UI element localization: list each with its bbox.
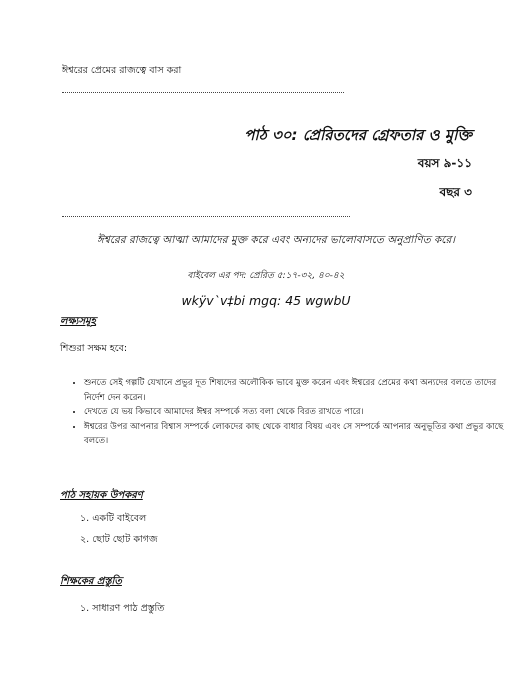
lesson-age: বয়স ৯-১১ [417,156,472,170]
bible-passage: বাইবেল এর পদ: প্রেরিত ৫:১৭-৩২, ৪০-৪২ [187,271,345,281]
objectives-heading: লক্ষ্যসমূহ [60,316,96,327]
list-item: • ঈশ্বরের উপর আপনার বিশ্বাস সম্পর্কে লোকদের কাছ থেকে বাধার বিষয় এবং সে সম্পর্কে আপনার অনুভূতির কথা প্রভুর কাছে বলতে। [84,420,504,449]
preparation-heading: শিক্ষকের প্রস্তুতি [60,576,122,587]
list-item: • শুনতে সেই গল্পটি যেখানে প্রভুর দূত শিষ্যদের অলৌকিক ভাবে মুক্ত করেন এবং ঈশ্বরের প্রেমের কথা অন্যদের বলতে তাদের নির্দেশ দেন করেন। [84,376,504,405]
lesson-year: বছর ৩ [439,185,472,199]
divider-middle [62,216,350,217]
materials-heading: পাঠ সহায়ক উপকরণ [60,490,143,501]
objectives-list [60,376,504,449]
list-item: • দেখতে যে ভয় কিভাবে আমাদের ঈশ্বর সম্পর্কে সত্য বলা থেকে বিরত রাখতে পারে। [84,405,504,420]
objectives-lead: শিশুরা সক্ষম হবে: [60,343,128,354]
list-item: ১. সাধারণ পাঠ প্রস্তুতি [80,603,165,614]
lesson-theme: ঈশ্বরের রাজত্বে আত্মা আমাদের মুক্ত করে এবং অন্যদের ভালোবাসতে অনুপ্রাণিত করে। [96,234,456,246]
list-item: ১. একটি বাইবেল [80,513,147,524]
divider-top [62,92,344,93]
list-item: ২. ছোট ছোট কাগজ [80,534,158,545]
series-title: ঈশ্বরের প্রেমের রাজত্বে বাস করা [62,65,182,76]
lesson-title: পাঠ ৩০: প্রেরিতদের গ্রেফতার ও মুক্তি [244,126,472,144]
lesson-duration: wkÿv`v‡bi mgq: 45 wgwbU [181,293,351,308]
